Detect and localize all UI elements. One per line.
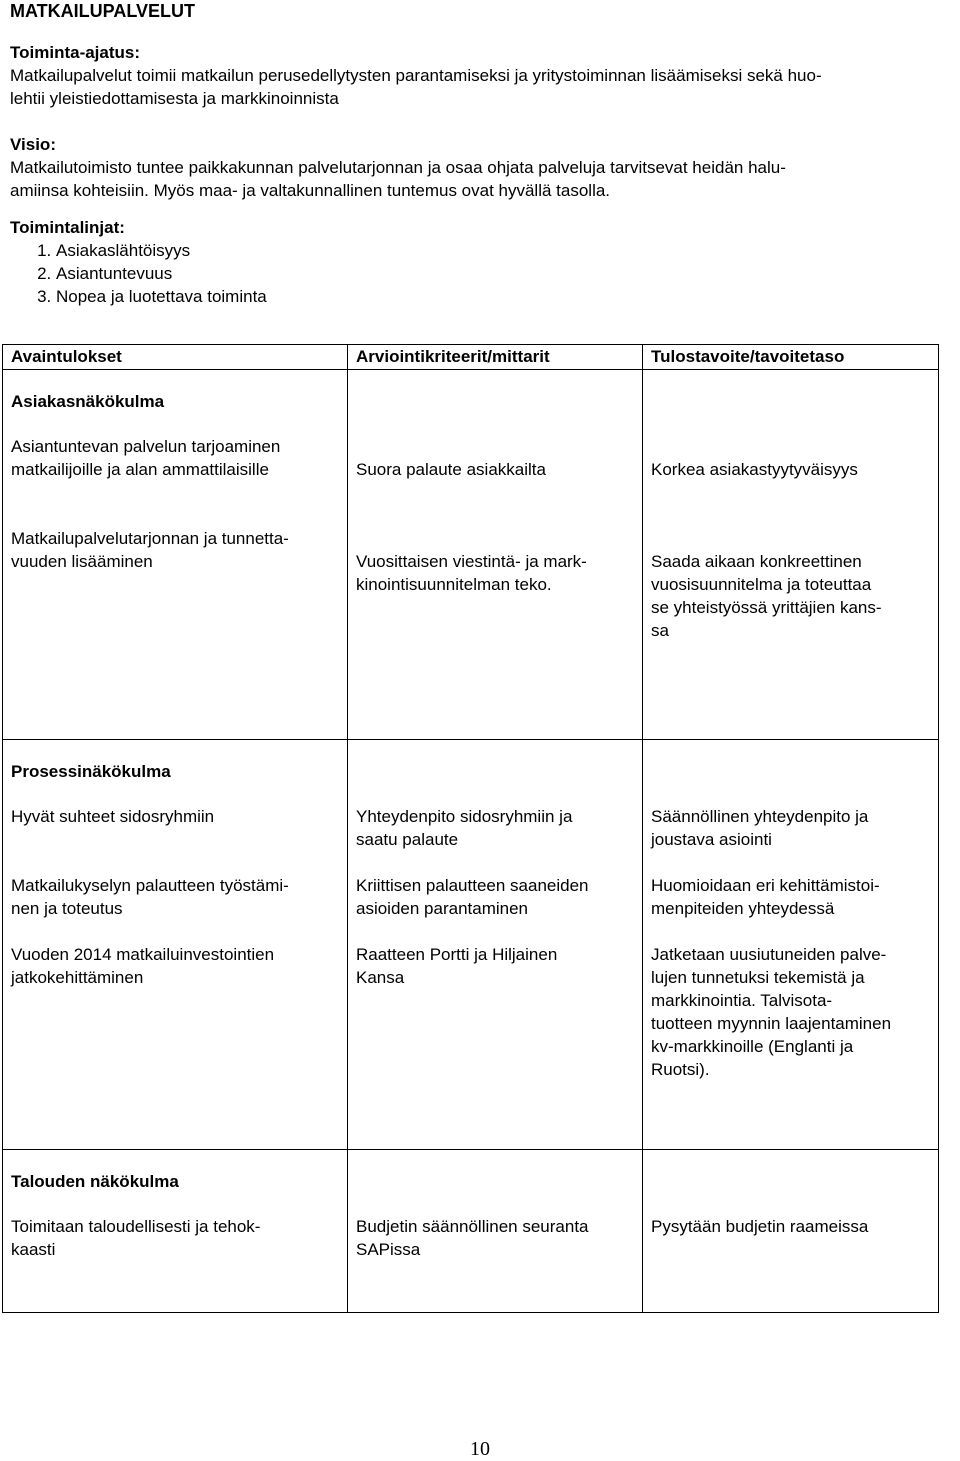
policies-section xyxy=(10,216,940,308)
document-title: MATKAILUPALVELUT xyxy=(10,1,195,21)
finance-col-3 xyxy=(643,1150,939,1313)
finance-r1-c1 xyxy=(11,1215,339,1261)
mission-line-1: Matkailupalvelut toimii matkailun perusedellytysten parantamiseksi ja yritystoiminnan lisäämiseksi sekä huo- xyxy=(10,66,822,85)
cell-line: Hyvät suhteet sidosryhmiin xyxy=(11,807,215,826)
process-col-3 xyxy=(643,740,939,1150)
mission-line-2: lehtii yleistiedottamisesta ja markkinoinnista xyxy=(10,89,339,108)
cell-line: se yhteistyössä yrittäjien kans- xyxy=(651,598,882,617)
cell-line: Ruotsi). xyxy=(651,1060,710,1079)
mission-label: Toiminta-ajatus: xyxy=(10,43,141,62)
process-r2-c3 xyxy=(651,874,930,920)
process-heading: Prosessinäkökulma xyxy=(11,762,171,781)
customer-col-3 xyxy=(643,370,939,740)
cell-line: Saada aikaan konkreettinen xyxy=(651,552,862,571)
cell-line: lujen tunnetuksi tekemistä ja xyxy=(651,968,865,987)
cell-line: sa xyxy=(651,621,669,640)
cell-line: Säännöllinen yhteydenpito ja xyxy=(651,807,869,826)
cell-line: kinointisuunnitelman teko. xyxy=(356,575,552,594)
policy-item: 3. Nopea ja luotettava toiminta xyxy=(56,285,940,308)
process-r1-c2 xyxy=(356,805,634,851)
table-header-row xyxy=(3,345,939,370)
cell-line: tuotteen myynnin laajentaminen xyxy=(651,1014,892,1033)
cell-line: menpiteiden yhteydessä xyxy=(651,899,835,918)
cell-line: kv-markkinoille (Englanti ja xyxy=(651,1037,854,1056)
cell-line: saatu palaute xyxy=(356,830,459,849)
cell-line: Kriittisen palautteen saaneiden xyxy=(356,876,589,895)
table-row-process xyxy=(3,740,939,1150)
finance-r1-c2 xyxy=(356,1215,634,1261)
process-r3-c1 xyxy=(11,943,339,989)
policy-item: 1. Asiakaslähtöisyys xyxy=(56,239,940,262)
page-number: 10 xyxy=(470,1438,490,1460)
customer-r2-c1 xyxy=(11,527,339,573)
finance-heading: Talouden näkökulma xyxy=(11,1172,179,1191)
table-row-finance xyxy=(3,1150,939,1313)
policies-list xyxy=(10,239,940,308)
cell-line: Suora palaute asiakkailta xyxy=(356,460,546,479)
vision-line-1: Matkailutoimisto tuntee paikkakunnan palvelutarjonnan ja osaa ohjata palveluja tarvitsevat heidän halu- xyxy=(10,158,786,177)
cell-line: Yhteydenpito sidosryhmiin ja xyxy=(356,807,573,826)
process-r2-c2 xyxy=(356,874,634,920)
process-r1-c3 xyxy=(651,805,930,851)
header-key-results: Avaintulokset xyxy=(3,345,348,370)
customer-r2-c3 xyxy=(651,550,930,642)
customer-heading: Asiakasnäkökulma xyxy=(11,392,165,411)
cell-line: Raatteen Portti ja Hiljainen xyxy=(356,945,558,964)
finance-col-1 xyxy=(3,1150,348,1313)
header-targets: Tulostavoite/tavoitetaso xyxy=(643,345,939,370)
cell-line: Korkea asiakastyytyväisyys xyxy=(651,460,858,479)
vision-label: Visio: xyxy=(10,135,56,154)
cell-line: Vuoden 2014 matkailuinvestointien xyxy=(11,945,275,964)
process-col-2 xyxy=(348,740,643,1150)
cell-line: matkailijoille ja alan ammattilaisille xyxy=(11,460,269,479)
cell-line: markkinointia. Talvisota- xyxy=(651,991,833,1010)
cell-line: Budjetin säännöllinen seuranta xyxy=(356,1217,589,1236)
cell-line: SAPissa xyxy=(356,1240,421,1259)
policy-item: 2. Asiantuntevuus xyxy=(56,262,940,285)
cell-line: Jatketaan uusiutuneiden palve- xyxy=(651,945,887,964)
vision-line-2: amiinsa kohteisiin. Myös maa- ja valtakunnallinen tuntemus ovat hyvällä tasolla. xyxy=(10,181,611,200)
scorecard-table xyxy=(2,344,939,1313)
cell-line: nen ja toteutus xyxy=(11,899,123,918)
process-col-1 xyxy=(3,740,348,1150)
cell-line: joustava asiointi xyxy=(651,830,772,849)
customer-r2-c2 xyxy=(356,550,634,596)
cell-line: Toimitaan taloudellisesti ja tehok- xyxy=(11,1217,261,1236)
customer-r1-c3 xyxy=(651,458,930,481)
cell-line: jatkokehittäminen xyxy=(11,968,144,987)
customer-r1-c1 xyxy=(11,435,339,481)
vision-section xyxy=(10,133,940,202)
header-criteria: Arviointikriteerit/mittarit xyxy=(348,345,643,370)
cell-line: Kansa xyxy=(356,968,405,987)
cell-line: Matkailupalvelutarjonnan ja tunnetta- xyxy=(11,529,289,548)
document-page xyxy=(10,0,940,308)
cell-line: vuuden lisääminen xyxy=(11,552,153,571)
cell-line: Pysytään budjetin raameissa xyxy=(651,1217,869,1236)
process-r3-c2 xyxy=(356,943,634,989)
policies-label: Toimintalinjat: xyxy=(10,218,125,237)
cell-line: Asiantuntevan palvelun tarjoaminen xyxy=(11,437,281,456)
cell-line: kaasti xyxy=(11,1240,56,1259)
table-row-customer xyxy=(3,370,939,740)
customer-col-2 xyxy=(348,370,643,740)
process-r2-c1 xyxy=(11,874,339,920)
customer-r1-c2 xyxy=(356,458,634,481)
cell-line: Matkailukyselyn palautteen työstämi- xyxy=(11,876,289,895)
finance-col-2 xyxy=(348,1150,643,1313)
cell-line: asioiden parantaminen xyxy=(356,899,529,918)
process-r1-c1 xyxy=(11,805,339,828)
process-r3-c3 xyxy=(651,943,930,1081)
cell-line: vuosisuunnitelma ja toteuttaa xyxy=(651,575,872,594)
cell-line: Vuosittaisen viestintä- ja mark- xyxy=(356,552,587,571)
mission-section xyxy=(10,41,940,110)
cell-line: Huomioidaan eri kehittämistoi- xyxy=(651,876,880,895)
customer-col-1 xyxy=(3,370,348,740)
finance-r1-c3 xyxy=(651,1215,930,1238)
